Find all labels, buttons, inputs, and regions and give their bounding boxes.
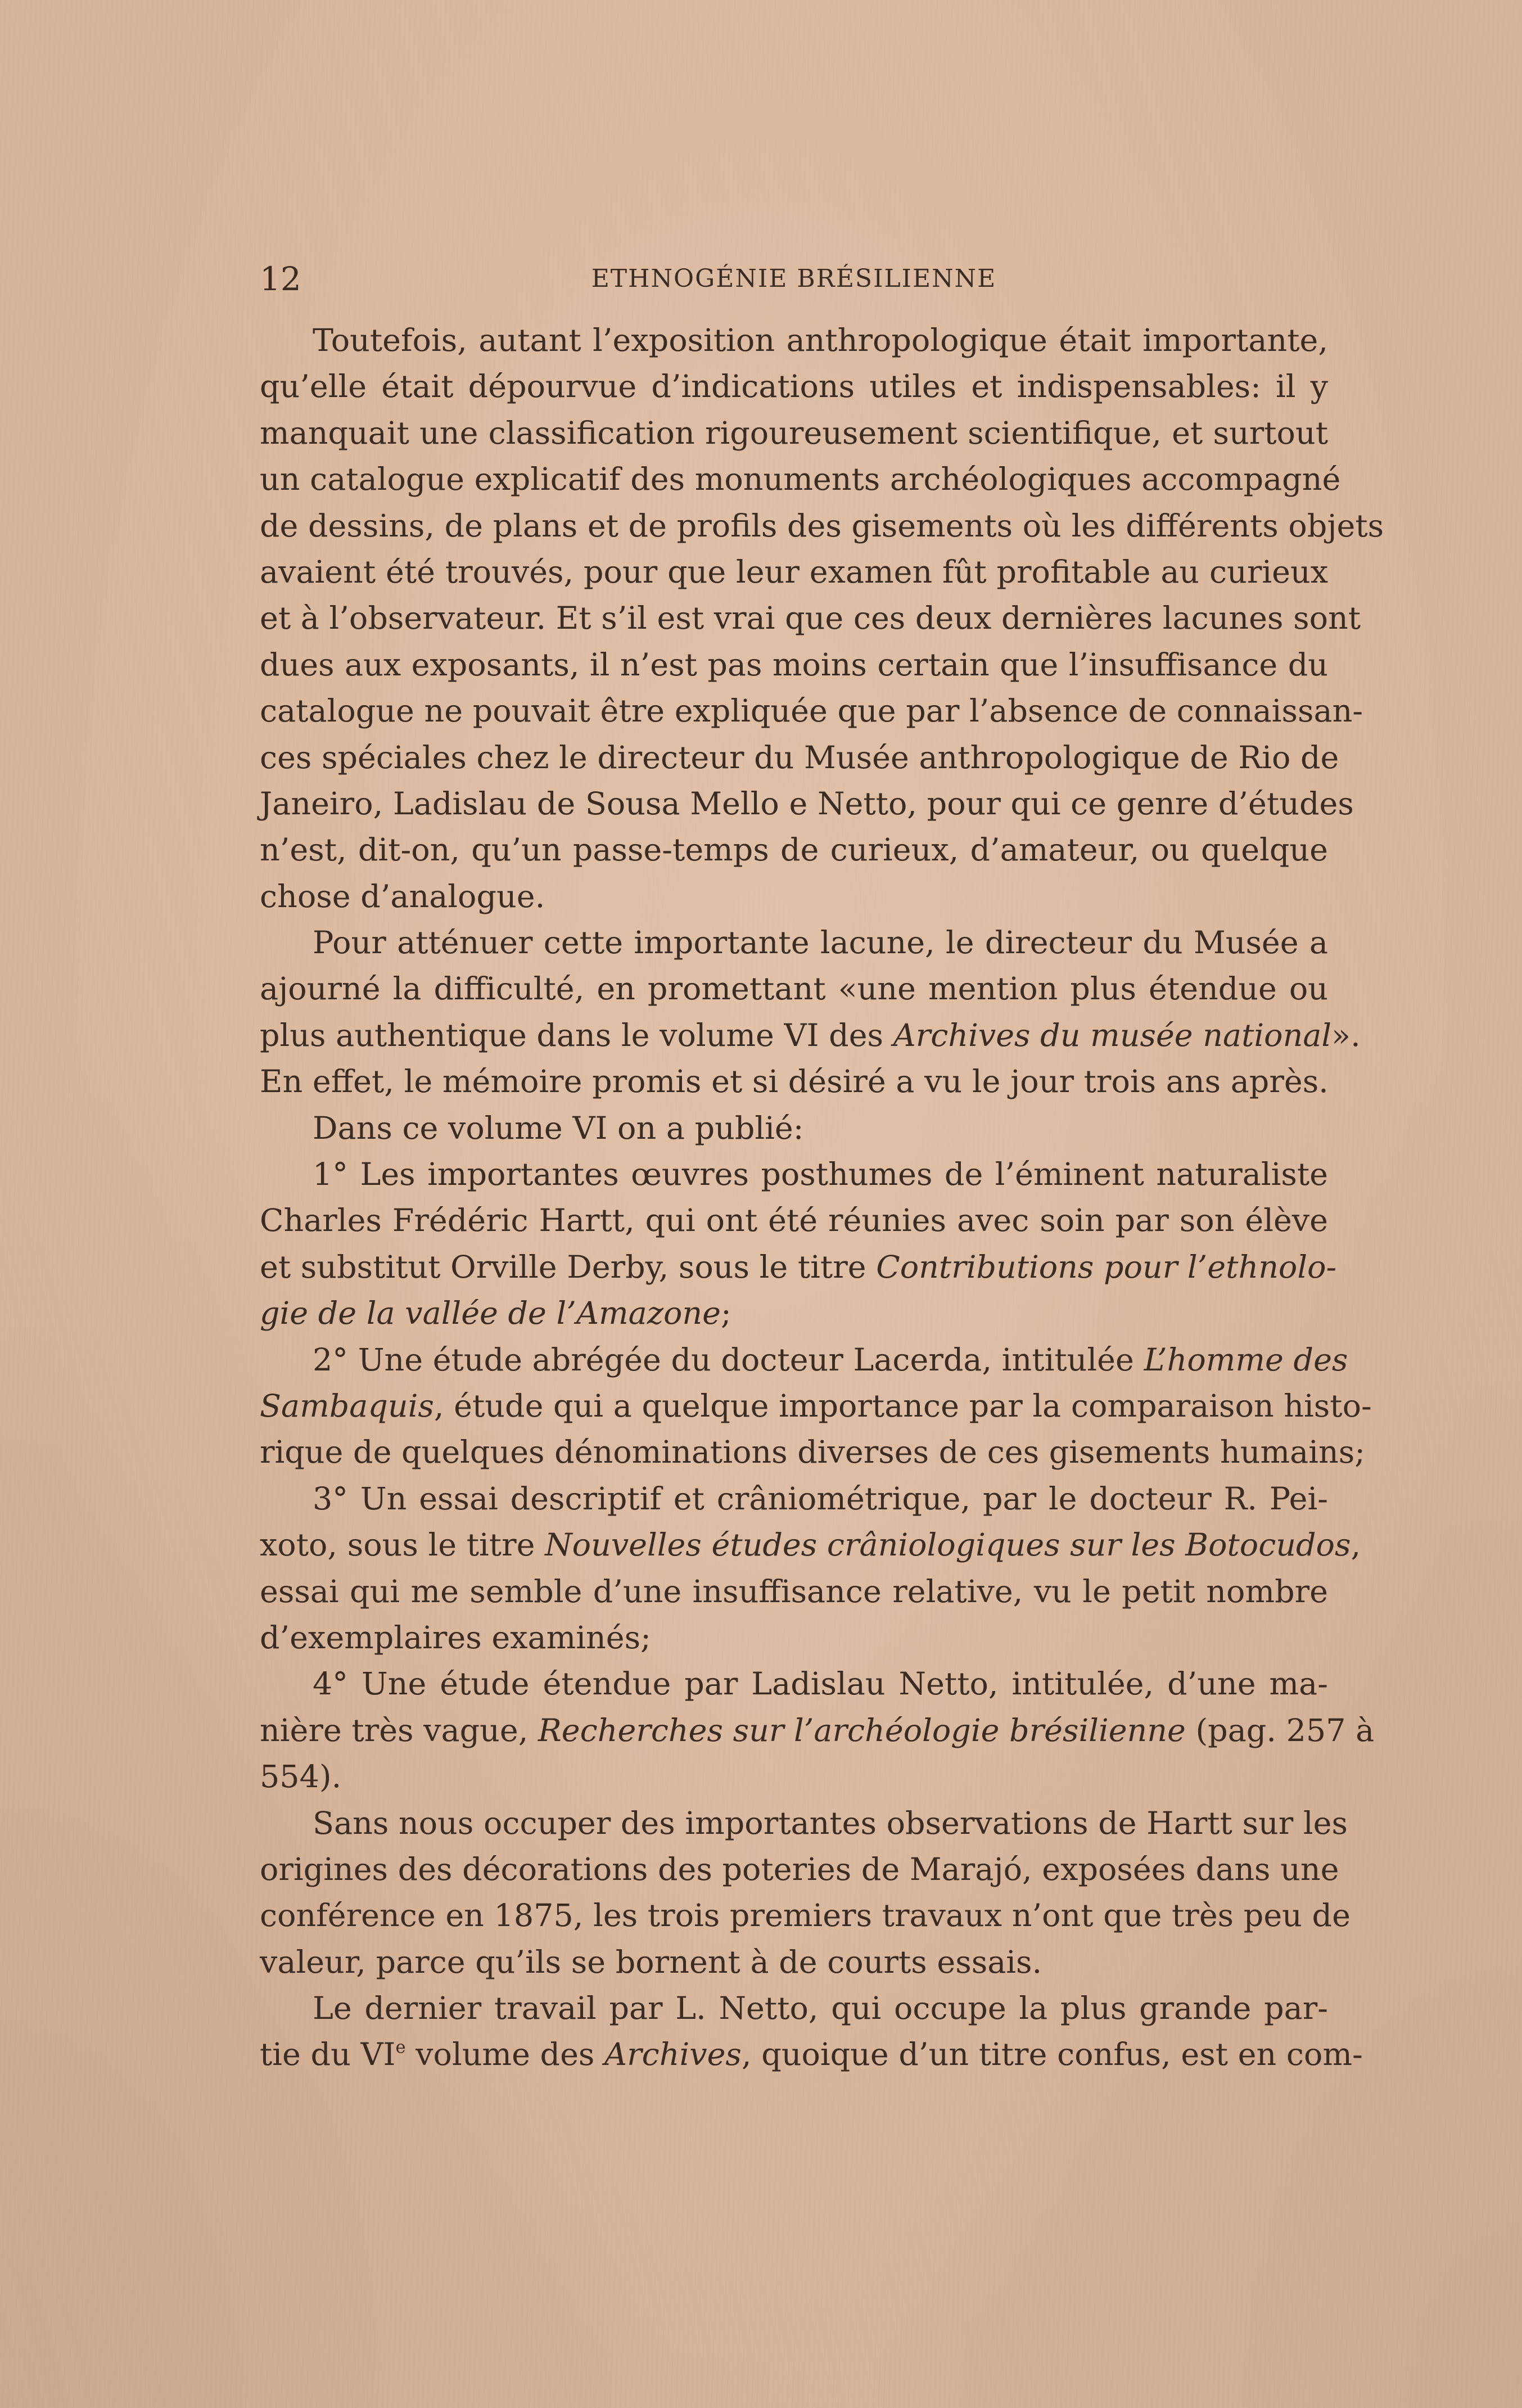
text-line: nière très vague, Recherches sur l’archéologie brésilienne (pag. 257 à xyxy=(260,1712,1375,1749)
text-line: Charles Frédéric Hartt, qui ont été réunies avec soin par son élève xyxy=(260,1202,1328,1239)
text-line: chose d’analogue. xyxy=(260,878,545,915)
running-head xyxy=(260,260,1328,299)
text-line: de dessins, de plans et de profils des gisements où les différents objets xyxy=(260,507,1384,544)
text-line: plus authentique dans le volume VI des Archives du musée national». xyxy=(260,1017,1361,1054)
text-line: qu’elle était dépourvue d’indications utiles et indispensables: il y xyxy=(260,368,1328,405)
text-line: essai qui me semble d’une insuffisance relative, vu le petit nombre xyxy=(260,1573,1328,1610)
text-line: Sambaquis, étude qui a quelque importance par la comparaison histo- xyxy=(260,1387,1372,1424)
text-line: avaient été trouvés, pour que leur examen fût profitable au curieux xyxy=(260,553,1328,590)
text-line: 4° Une étude étendue par Ladislau Netto, intitulée, d’une ma- xyxy=(313,1666,1328,1703)
text-line: xoto, sous le titre Nouvelles études crâniologiques sur les Botocudos, xyxy=(260,1527,1361,1564)
running-title: ETHNOGÉNIE BRÉSILIENNE xyxy=(591,264,997,293)
text-line: Janeiro, Ladislau de Sousa Mello e Netto, pour qui ce genre d’études xyxy=(260,785,1354,822)
text-line: 3° Un essai descriptif et crâniométrique, par le docteur R. Pei- xyxy=(313,1480,1328,1517)
text-line: ces spéciales chez le directeur du Musée anthropologique de Rio de xyxy=(260,739,1339,776)
text-line: et à l’observateur. Et s’il est vrai que ces deux dernières lacunes sont xyxy=(260,600,1361,637)
text-line: Toutefois, autant l’exposition anthropologique était importante, xyxy=(313,322,1328,359)
body-text xyxy=(260,318,1384,2078)
text-line: n’est, dit-on, qu’un passe-temps de curieux, d’amateur, ou quelque xyxy=(260,832,1328,869)
text-line: tie du VIe volume des Archives, quoique d’un titre confus, est en com- xyxy=(260,2036,1363,2073)
text-line: d’exemplaires examinés; xyxy=(260,1619,651,1656)
text-line: 1° Les importantes œuvres posthumes de l’éminent naturaliste xyxy=(313,1156,1328,1193)
text-line: manquait une classification rigoureusement scientifique, et surtout xyxy=(260,414,1328,452)
text-line: ajourné la difficulté, en promettant «une mention plus étendue ou xyxy=(260,971,1328,1008)
text-line: dues aux exposants, il n’est pas moins certain que l’insuffisance du xyxy=(260,646,1328,683)
text-line: conférence en 1875, les trois premiers travaux n’ont que très peu de xyxy=(260,1897,1351,1934)
text-line: 2° Une étude abrégée du docteur Lacerda, intitulée L’homme des xyxy=(313,1341,1348,1378)
text-line: catalogue ne pouvait être expliquée que par l’absence de connaissan- xyxy=(260,693,1363,730)
text-line: et substitut Orville Derby, sous le titre Contributions pour l’ethnolo- xyxy=(260,1248,1337,1286)
text-line: 554). xyxy=(260,1758,342,1796)
text-line: gie de la vallée de l’Amazone; xyxy=(260,1295,731,1332)
page-number: 12 xyxy=(260,260,301,298)
text-line: origines des décorations des poteries de Marajó, exposées dans une xyxy=(260,1851,1339,1888)
text-line: Dans ce volume VI on a publié: xyxy=(313,1110,804,1147)
text-line: En effet, le mémoire promis et si désiré a vu le jour trois ans après. xyxy=(260,1063,1329,1101)
text-line: Pour atténuer cette importante lacune, le directeur du Musée a xyxy=(313,925,1328,962)
text-line: rique de quelques dénominations diverses de ces gisements humains; xyxy=(260,1434,1365,1471)
text-line: un catalogue explicatif des monuments archéologiques accompagné xyxy=(260,461,1341,498)
text-line: valeur, parce qu’ils se bornent à de courts essais. xyxy=(260,1943,1042,1981)
text-line: Le dernier travail par L. Netto, qui occupe la plus grande par- xyxy=(313,1990,1328,2027)
text-line: Sans nous occuper des importantes observations de Hartt sur les xyxy=(313,1805,1348,1842)
